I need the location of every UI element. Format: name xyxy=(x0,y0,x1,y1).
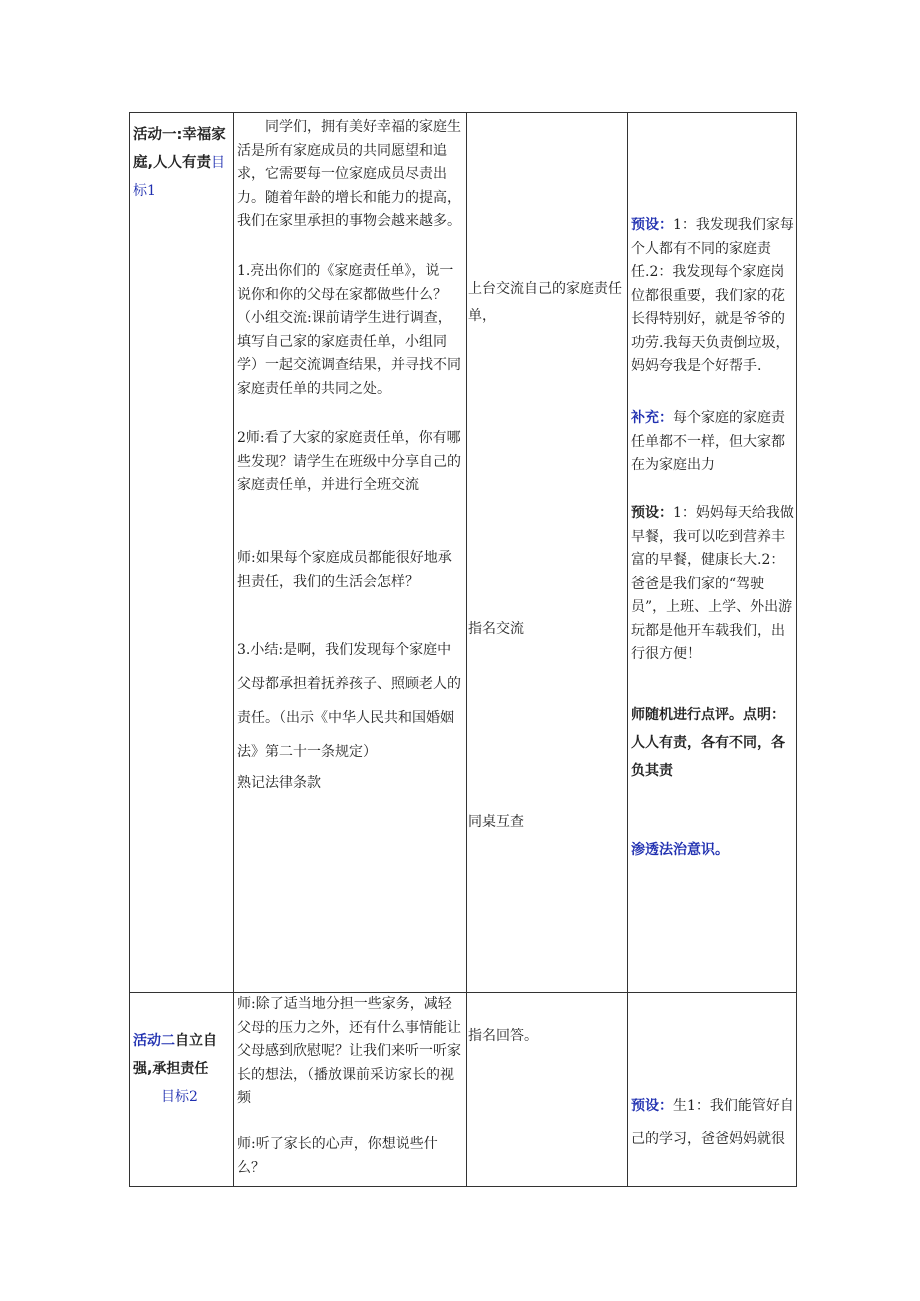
student-activity-cell xyxy=(467,993,628,1187)
supplement-text: 每个家庭的家庭责任单都不一样，但大家都在为家庭出力 xyxy=(631,410,785,473)
teacher-activity-cell xyxy=(234,993,467,1187)
preset-text: 生1：我们能管好自己的学习，爸爸妈妈就很 xyxy=(631,1098,794,1147)
step-1: 1.亮出你们的《家庭责任单》，说一说你和你的父母在家都做些什么？（小组交流:课前请学生进行调查，填写自己家的家庭责任单，小组同学）一起交流调查结果，并寻找不同家庭责任单的共同之处。 xyxy=(237,263,461,397)
activity-title xyxy=(133,121,231,205)
step-2: 2师:看了大家的家庭责任单，你有哪些发现？请学生在班级中分享自己的家庭责任单，并进行全班交流 xyxy=(237,430,461,493)
design-intent-cell xyxy=(628,113,797,993)
teacher-text: 师:除了适当地分担一些家务，减轻父母的压力之外，还有什么事情能让父母感到欣慰呢？让我们来听一听家长的想法，（播放课前采访家长的视频 xyxy=(237,996,461,1106)
teacher-activity-cell xyxy=(234,113,467,993)
preset-text: 1：妈妈每天给我做早餐，我可以吃到营养丰富的早餐，健康长大.2：爸爸是我们家的“驾驶员”，上班、上学、外出游玩都是他开车载我们，出行很方便！ xyxy=(631,505,794,662)
teacher-question: 师:听了家长的心声，你想说些什么？ xyxy=(237,1136,438,1176)
student-activity-3: 同桌互查 xyxy=(468,814,524,830)
rule-of-law: 渗透法治意识。 xyxy=(631,842,729,858)
activity-title-text: 活动一:幸福家庭,人人有责 xyxy=(133,127,226,171)
student-activity-cell xyxy=(467,113,628,993)
supplement xyxy=(631,407,794,478)
design-intent-cell xyxy=(628,993,797,1187)
preset-label: 预设： xyxy=(631,505,673,521)
student-activity-2: 指名交流 xyxy=(468,621,524,637)
activity-title xyxy=(133,1027,231,1111)
lesson-plan-table xyxy=(129,112,797,1187)
preset-label: 预设： xyxy=(631,1098,673,1114)
preset-label: 预设： xyxy=(631,217,673,233)
table-row xyxy=(130,113,797,993)
table-row xyxy=(130,993,797,1187)
preset-text: 1：我发现我们家每个人都有不同的家庭责任.2：我发现每个家庭岗位都很重要，我们家的花长得特别好，就是爷爷的功劳.我每天负责倒垃圾，妈妈夸我是个好帮手. xyxy=(631,217,794,374)
preset-1 xyxy=(631,214,794,379)
teacher-comment: 师随机进行点评。点明：人人有责，各有不同，各负其责 xyxy=(631,707,785,779)
memorize-law: 熟记法律条款 xyxy=(237,775,321,791)
activity-goal: 目标2 xyxy=(161,1089,198,1105)
supplement-label: 补充： xyxy=(631,410,673,426)
activity-cell xyxy=(130,113,234,993)
teacher-intro: 同学们，拥有美好幸福的家庭生活是所有家庭成员的共同愿望和追求，它需要每一位家庭成员尽责出力。随着年龄的增长和能力的提高，我们在家里承担的事物会越来越多。 xyxy=(237,119,461,229)
activity-title-text: 自立自强,承担责任 xyxy=(133,1033,217,1077)
preset xyxy=(631,1090,794,1156)
teacher-question: 师:如果每个家庭成员都能很好地承担责任，我们的生活会怎样？ xyxy=(237,550,452,590)
activity-prefix: 活动二 xyxy=(133,1033,175,1049)
student-activity: 指名回答。 xyxy=(468,1028,538,1044)
step-3: 3.小结:是啊，我们发现每个家庭中父母都承担着抚养孩子、照顾老人的责任。（出示《中华人民共和国婚姻法》第二十一条规定） xyxy=(237,642,461,760)
activity-cell xyxy=(130,993,234,1187)
activity-goal: 目标1 xyxy=(133,155,226,199)
preset-2 xyxy=(631,502,794,667)
student-activity-1: 上台交流自己的家庭责任单， xyxy=(468,281,622,324)
